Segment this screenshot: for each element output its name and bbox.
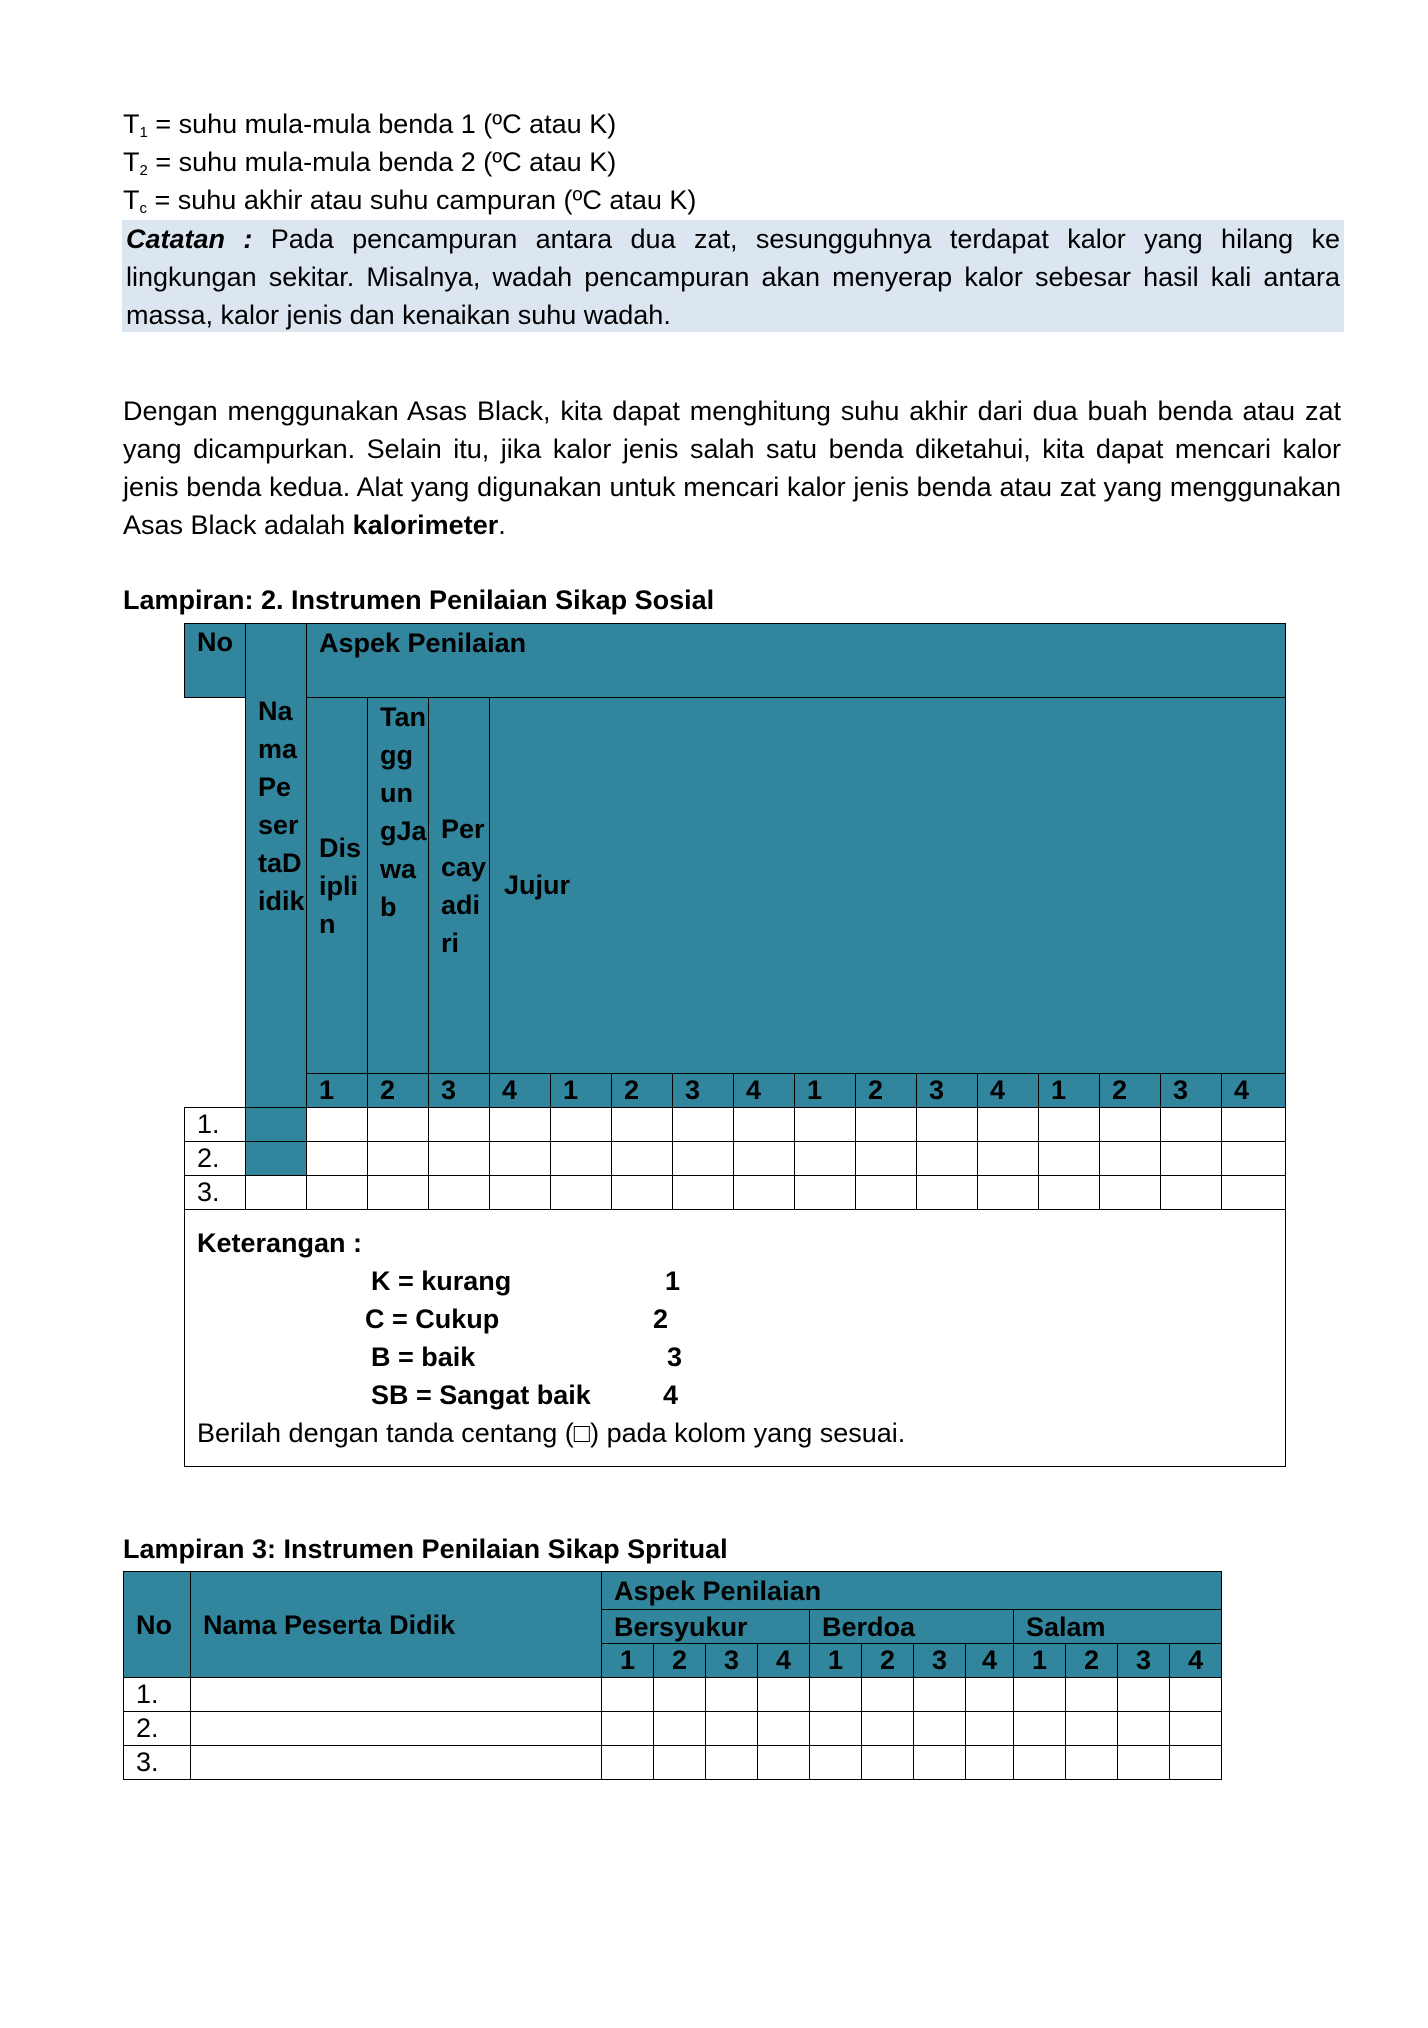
definition-t1: $T_1$ = suhu mula-mula benda 1 (ºC atau K) xyxy=(123,109,617,141)
score-cell[interactable] xyxy=(612,1142,673,1176)
table-row xyxy=(185,1176,1286,1210)
score-cell[interactable] xyxy=(966,1746,1014,1780)
score-cell[interactable] xyxy=(368,1108,429,1142)
score-cell[interactable] xyxy=(862,1746,914,1780)
keterangan-title: Keterangan : xyxy=(197,1228,363,1258)
score-header: 3 xyxy=(1161,1074,1222,1108)
keterangan-item: C = Cukup 2 xyxy=(365,1304,669,1334)
score-cell[interactable] xyxy=(602,1746,654,1780)
score-header: 1 xyxy=(1039,1074,1100,1108)
score-header: 3 xyxy=(914,1644,966,1678)
score-cell[interactable] xyxy=(734,1176,795,1210)
score-cell[interactable] xyxy=(856,1142,917,1176)
score-cell[interactable] xyxy=(673,1108,734,1142)
score-cell[interactable] xyxy=(1100,1176,1161,1210)
score-cell[interactable] xyxy=(654,1712,706,1746)
definition-t2: $T_2$ = suhu mula-mula benda 2 (ºC atau K) xyxy=(123,147,617,179)
row-number: 3. xyxy=(124,1746,191,1780)
lampiran2-title: Lampiran: 2. Instrumen Penilaian Sikap Sosial xyxy=(123,585,715,615)
score-cell[interactable] xyxy=(862,1712,914,1746)
aspect-tanggung-jawab: TanggungJawab xyxy=(368,698,429,1074)
score-cell[interactable] xyxy=(1100,1108,1161,1142)
score-header: 4 xyxy=(490,1074,551,1108)
row-number: 3. xyxy=(185,1176,246,1210)
score-cell[interactable] xyxy=(1014,1746,1066,1780)
score-header: 4 xyxy=(1170,1644,1222,1678)
name-header: Nama Peserta Didik xyxy=(191,1572,602,1678)
score-cell[interactable] xyxy=(673,1176,734,1210)
score-cell[interactable] xyxy=(917,1142,978,1176)
aspect-jujur: Jujur xyxy=(490,698,1286,1074)
score-cell[interactable] xyxy=(1039,1176,1100,1210)
row-number: 1. xyxy=(124,1678,191,1712)
score-cell[interactable] xyxy=(758,1746,810,1780)
score-header: 2 xyxy=(1066,1644,1118,1678)
score-cell[interactable] xyxy=(1066,1746,1118,1780)
score-cell[interactable] xyxy=(706,1746,758,1780)
score-cell[interactable] xyxy=(1118,1712,1170,1746)
score-cell[interactable] xyxy=(307,1108,368,1142)
score-cell[interactable] xyxy=(490,1108,551,1142)
score-cell[interactable] xyxy=(1222,1142,1286,1176)
aspect-disiplin: Disiplin xyxy=(307,698,368,1074)
score-cell[interactable] xyxy=(1039,1108,1100,1142)
name-cell[interactable] xyxy=(246,1142,307,1176)
score-header: 4 xyxy=(758,1644,810,1678)
no-header-blank xyxy=(185,698,246,1108)
score-cell[interactable] xyxy=(917,1176,978,1210)
score-cell[interactable] xyxy=(1170,1746,1222,1780)
score-cell[interactable] xyxy=(612,1108,673,1142)
score-header: 1 xyxy=(307,1074,368,1108)
score-cell[interactable] xyxy=(307,1176,368,1210)
score-cell[interactable] xyxy=(654,1678,706,1712)
table-row xyxy=(124,1746,1222,1780)
table-row xyxy=(124,1678,1222,1712)
score-cell[interactable] xyxy=(978,1108,1039,1142)
no-header: No xyxy=(185,624,246,698)
score-cell[interactable] xyxy=(734,1142,795,1176)
score-header: 4 xyxy=(966,1644,1014,1678)
score-cell[interactable] xyxy=(810,1678,862,1712)
score-cell[interactable] xyxy=(429,1176,490,1210)
score-cell[interactable] xyxy=(914,1746,966,1780)
score-header: 3 xyxy=(429,1074,490,1108)
score-cell[interactable] xyxy=(706,1712,758,1746)
score-header: 2 xyxy=(368,1074,429,1108)
score-cell[interactable] xyxy=(1222,1176,1286,1210)
score-cell[interactable] xyxy=(978,1142,1039,1176)
score-cell[interactable] xyxy=(602,1678,654,1712)
name-cell[interactable] xyxy=(191,1678,602,1712)
table-row xyxy=(185,1108,1286,1142)
score-cell[interactable] xyxy=(758,1712,810,1746)
score-header: 2 xyxy=(612,1074,673,1108)
keterangan-box xyxy=(185,1210,1286,1467)
score-cell[interactable] xyxy=(914,1712,966,1746)
score-header: 1 xyxy=(795,1074,856,1108)
aspect-bersyukur: Bersyukur xyxy=(602,1610,810,1644)
score-cell[interactable] xyxy=(856,1108,917,1142)
score-header: 2 xyxy=(862,1644,914,1678)
score-header: 4 xyxy=(1222,1074,1286,1108)
name-cell[interactable] xyxy=(191,1746,602,1780)
note-text: Pada pencampuran antara dua zat, sesungguhnya terdapat kalor yang hilang ke lingkungan sekitar. Misalnya, wadah pencampuran akan menyerap kalor sebesar hasil kali antara massa, kalor jenis dan kenaikan suhu wadah. xyxy=(126,224,1340,330)
table-row xyxy=(124,1712,1222,1746)
score-cell[interactable] xyxy=(1066,1678,1118,1712)
score-cell[interactable] xyxy=(654,1746,706,1780)
score-cell[interactable] xyxy=(1170,1678,1222,1712)
score-cell[interactable] xyxy=(1039,1142,1100,1176)
score-header: 1 xyxy=(602,1644,654,1678)
keterangan-item: SB = Sangat baik 4 xyxy=(371,1380,679,1410)
score-cell[interactable] xyxy=(551,1176,612,1210)
aspect-berdoa: Berdoa xyxy=(810,1610,1014,1644)
score-cell[interactable] xyxy=(1100,1142,1161,1176)
score-cell[interactable] xyxy=(1014,1712,1066,1746)
score-cell[interactable] xyxy=(612,1176,673,1210)
score-cell[interactable] xyxy=(856,1176,917,1210)
score-cell[interactable] xyxy=(1118,1678,1170,1712)
row-number: 2. xyxy=(124,1712,191,1746)
no-header: No xyxy=(124,1572,191,1678)
sikap-spiritual-table xyxy=(123,1571,1222,1780)
keterangan-instruction: Berilah dengan tanda centang (□) pada kolom yang sesuai. xyxy=(197,1418,906,1448)
note-box xyxy=(122,220,1344,332)
score-cell[interactable] xyxy=(429,1142,490,1176)
score-header: 3 xyxy=(706,1644,758,1678)
score-cell[interactable] xyxy=(368,1176,429,1210)
score-header: 2 xyxy=(654,1644,706,1678)
kalorimeter-term: kalorimeter xyxy=(352,510,499,540)
score-cell[interactable] xyxy=(602,1712,654,1746)
score-header: 1 xyxy=(551,1074,612,1108)
score-cell[interactable] xyxy=(1118,1746,1170,1780)
score-cell[interactable] xyxy=(1161,1176,1222,1210)
row-number: 1. xyxy=(185,1108,246,1142)
score-cell[interactable] xyxy=(810,1712,862,1746)
score-cell[interactable] xyxy=(551,1108,612,1142)
score-cell[interactable] xyxy=(1170,1712,1222,1746)
score-cell[interactable] xyxy=(1161,1108,1222,1142)
score-header: 3 xyxy=(917,1074,978,1108)
name-cell[interactable] xyxy=(246,1108,307,1142)
score-header: 1 xyxy=(810,1644,862,1678)
score-cell[interactable] xyxy=(914,1678,966,1712)
score-cell[interactable] xyxy=(810,1746,862,1780)
aspect-header: Aspek Penilaian xyxy=(307,624,1286,698)
score-cell[interactable] xyxy=(706,1678,758,1712)
aspect-percaya-diri: Percayadiri xyxy=(429,698,490,1074)
score-header: 2 xyxy=(856,1074,917,1108)
score-cell[interactable] xyxy=(673,1142,734,1176)
lampiran3-title: Lampiran 3: Instrumen Penilaian Sikap Spritual xyxy=(123,1534,728,1564)
sikap-sosial-table xyxy=(184,623,1286,1467)
score-header: 3 xyxy=(1118,1644,1170,1678)
score-cell[interactable] xyxy=(795,1142,856,1176)
score-cell[interactable] xyxy=(758,1678,810,1712)
score-cell[interactable] xyxy=(490,1142,551,1176)
keterangan-item: K = kurang 1 xyxy=(371,1266,681,1296)
score-cell[interactable] xyxy=(429,1108,490,1142)
table-row xyxy=(185,1142,1286,1176)
score-cell[interactable] xyxy=(734,1108,795,1142)
score-cell[interactable] xyxy=(551,1142,612,1176)
aspect-header: Aspek Penilaian xyxy=(602,1572,1222,1610)
score-cell[interactable] xyxy=(1066,1712,1118,1746)
score-cell[interactable] xyxy=(307,1142,368,1176)
definition-tc: $T_c$ = suhu akhir atau suhu campuran (ºC atau K) xyxy=(123,185,697,217)
score-cell[interactable] xyxy=(1161,1142,1222,1176)
score-cell[interactable] xyxy=(1222,1108,1286,1142)
name-cell[interactable] xyxy=(246,1176,307,1210)
score-cell[interactable] xyxy=(795,1176,856,1210)
score-header: 1 xyxy=(1014,1644,1066,1678)
score-cell[interactable] xyxy=(1014,1678,1066,1712)
keterangan-row xyxy=(185,1210,1286,1467)
asas-black-paragraph: Dengan menggunakan Asas Black, kita dapat menghitung suhu akhir dari dua buah benda atau zat yang dicampurkan. Selain itu, jika kalor jenis salah satu benda diketahui, kita dapat mencari kalor jenis benda kedua. Alat yang digunakan untuk mencari kalor jenis benda atau zat yang menggunakan Asas Black adalah kalorimeter. xyxy=(123,396,1341,540)
score-cell[interactable] xyxy=(917,1108,978,1142)
name-header: NamaPesertaDidik xyxy=(246,624,307,1108)
score-cell[interactable] xyxy=(490,1176,551,1210)
score-cell[interactable] xyxy=(966,1712,1014,1746)
score-header: 3 xyxy=(673,1074,734,1108)
note-label: Catatan : xyxy=(126,224,253,254)
score-header: 2 xyxy=(1100,1074,1161,1108)
row-number: 2. xyxy=(185,1142,246,1176)
score-cell[interactable] xyxy=(978,1176,1039,1210)
aspect-salam: Salam xyxy=(1014,1610,1222,1644)
keterangan-item: B = baik 3 xyxy=(371,1342,683,1372)
score-cell[interactable] xyxy=(966,1678,1014,1712)
score-header: 4 xyxy=(734,1074,795,1108)
name-cell[interactable] xyxy=(191,1712,602,1746)
score-cell[interactable] xyxy=(368,1142,429,1176)
score-header: 4 xyxy=(978,1074,1039,1108)
score-cell[interactable] xyxy=(795,1108,856,1142)
score-header-row xyxy=(185,1074,1286,1108)
score-cell[interactable] xyxy=(862,1678,914,1712)
